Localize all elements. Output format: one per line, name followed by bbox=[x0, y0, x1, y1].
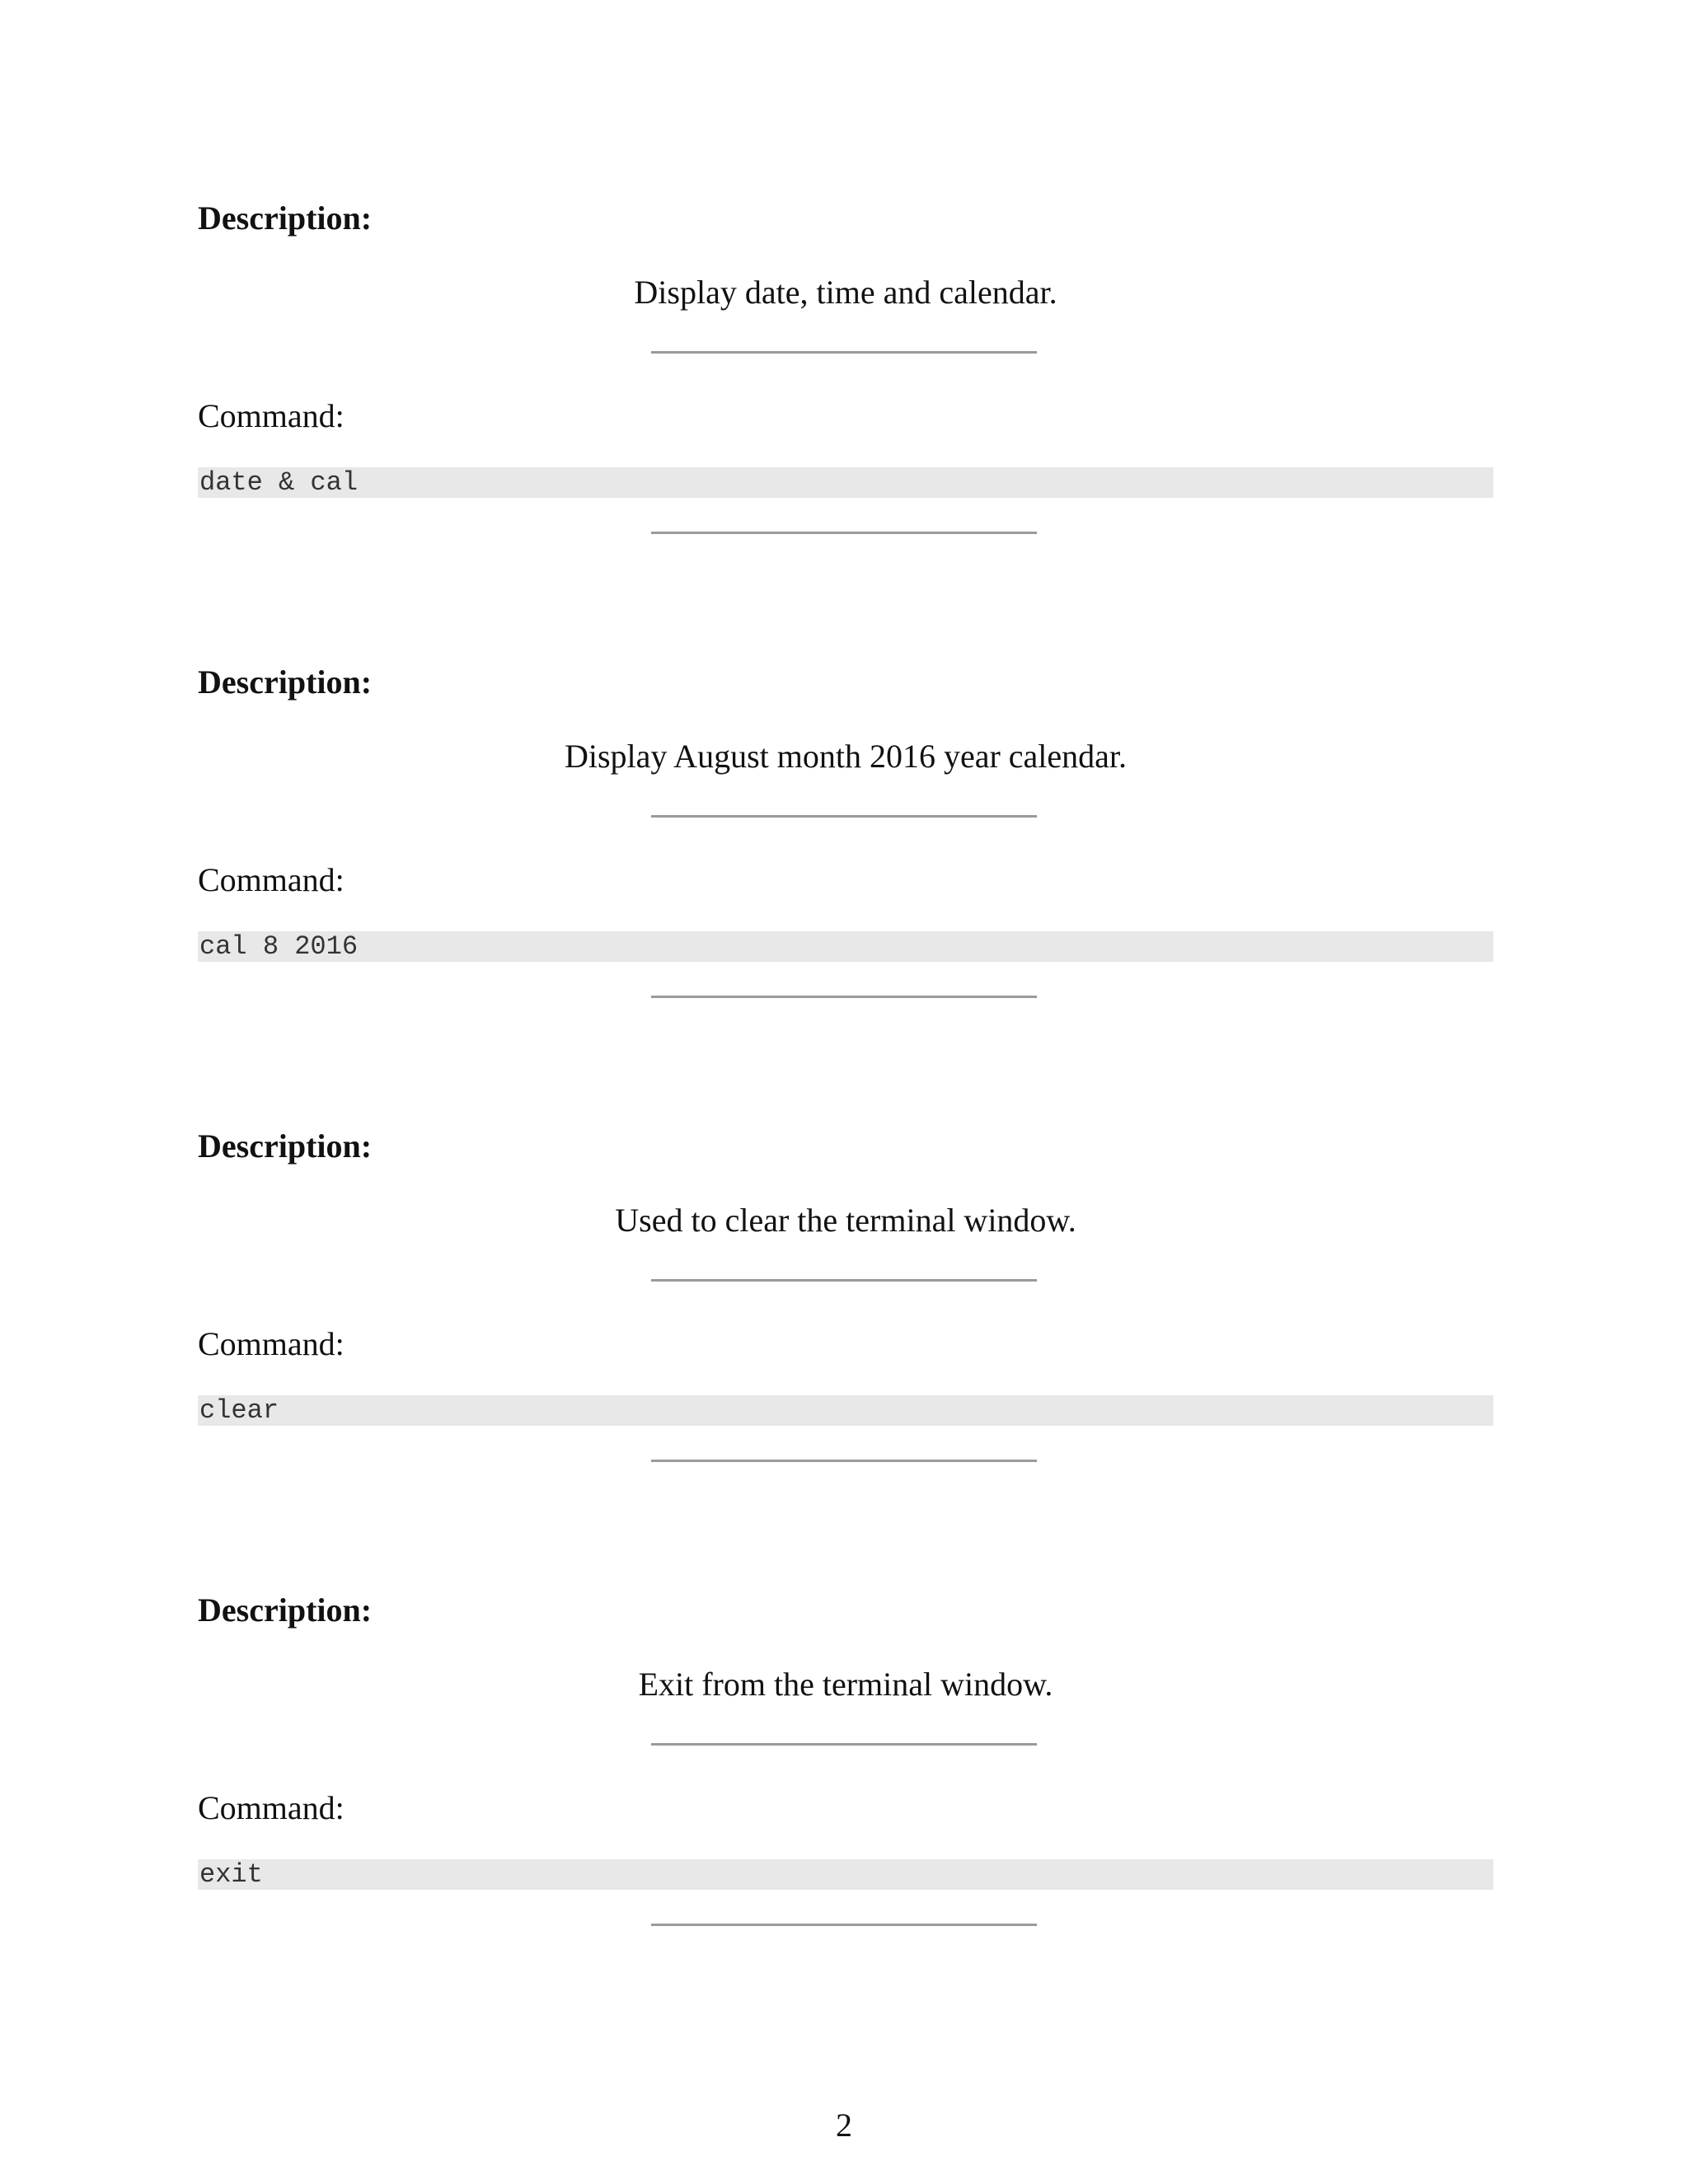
separator-rule bbox=[651, 996, 1037, 998]
command-code: clear bbox=[199, 1395, 279, 1426]
separator-rule bbox=[651, 1924, 1037, 1926]
separator-rule bbox=[651, 532, 1037, 534]
command-label: Command: bbox=[198, 1325, 345, 1362]
description-label: Description: bbox=[198, 663, 373, 701]
description-text: Used to clear the terminal window. bbox=[615, 1202, 1076, 1239]
description-label: Description: bbox=[198, 199, 373, 237]
page-number: 2 bbox=[836, 2107, 852, 2144]
command-label: Command: bbox=[198, 861, 345, 898]
command-code: date & cal bbox=[199, 467, 359, 498]
separator-rule bbox=[651, 1279, 1037, 1282]
description-text: Display date, time and calendar. bbox=[634, 274, 1057, 311]
separator-rule bbox=[651, 351, 1037, 354]
description-label: Description: bbox=[198, 1127, 373, 1165]
command-entry-exit bbox=[198, 1591, 1493, 1954]
description-text: Exit from the terminal window. bbox=[638, 1666, 1053, 1703]
code-block bbox=[198, 467, 1493, 498]
code-block bbox=[198, 1859, 1493, 1890]
command-label: Command: bbox=[198, 397, 345, 434]
command-entry-date-cal bbox=[198, 199, 1493, 562]
separator-rule bbox=[651, 815, 1037, 818]
command-entry-cal-month bbox=[198, 663, 1493, 1026]
separator-rule bbox=[651, 1460, 1037, 1462]
command-code: exit bbox=[199, 1859, 263, 1890]
code-block bbox=[198, 1395, 1493, 1426]
description-label: Description: bbox=[198, 1591, 373, 1629]
command-code: cal 8 2016 bbox=[199, 931, 359, 962]
code-block bbox=[198, 931, 1493, 962]
command-entry-clear bbox=[198, 1127, 1493, 1490]
separator-rule bbox=[651, 1743, 1037, 1746]
command-label: Command: bbox=[198, 1789, 345, 1826]
description-text: Display August month 2016 year calendar. bbox=[564, 738, 1128, 775]
